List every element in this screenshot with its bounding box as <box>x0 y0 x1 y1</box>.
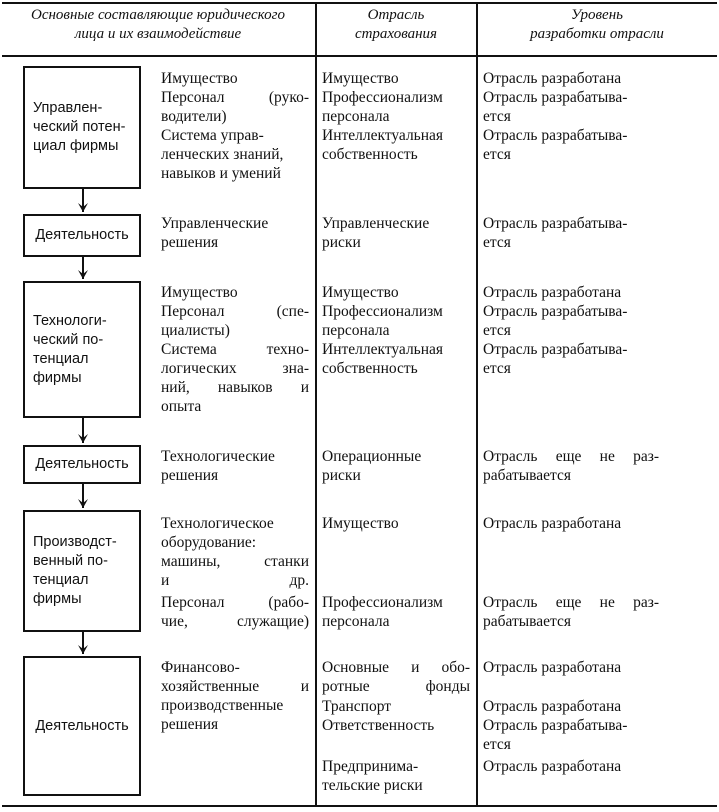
box-text-line: тенциал <box>33 572 89 588</box>
industry-property: Имущество <box>322 284 399 301</box>
box-text-line: ческий потен- <box>33 119 126 135</box>
box-text-line: Деятельность <box>35 717 129 734</box>
level-not-developed: Отрасль еще не раз- рабатывается <box>483 448 659 484</box>
industry-business-risks: Предпринима- тельские риски <box>322 758 423 794</box>
box-text-line: тенциал <box>33 350 89 367</box>
box-technological-potential <box>23 281 141 418</box>
industry-professionalism: Профессионализм персонала <box>322 303 443 339</box>
level-being-developed: Отрасль разрабатыва- ется <box>483 215 628 251</box>
level-developed: Отрасль разработана <box>483 758 622 775</box>
level-being-developed: Отрасль разрабатыва- ется <box>483 717 628 753</box>
component-personnel-specialists: Персонал (спе- циалисты) <box>161 303 309 339</box>
box-production-potential <box>23 510 141 632</box>
header-industry-line-2: страхования <box>354 26 438 42</box>
box-activity-3 <box>23 656 141 796</box>
industry-professionalism: Профессионализм персонала <box>322 594 443 630</box>
industry-property: Имущество <box>322 515 399 532</box>
box-text-line: Производст- <box>33 534 117 550</box>
level-being-developed: Отрасль разрабатыва- ется <box>483 89 628 125</box>
industry-transport: Транспорт <box>322 698 392 715</box>
box-text-line: Деятельность <box>35 227 129 243</box>
industry-professionalism: Профессионализм персонала <box>322 89 443 125</box>
box-text-line: фирмы <box>33 591 82 607</box>
component-management-knowledge: Система управ- ленческих знаний, навыков и умений <box>161 127 284 182</box>
industry-fixed-working-assets: Основные и обо- ротные фонды <box>322 659 470 695</box>
header-level-line-2: разработки отрасли <box>530 26 664 42</box>
level-developed: Отрасль разработана <box>483 284 622 301</box>
box-activity-2 <box>23 445 141 484</box>
level-developed: Отрасль разработана <box>483 659 622 676</box>
component-technological-knowledge: Система техно- логических зна- ний, навыков и опыта <box>161 341 309 415</box>
level-developed: Отрасль разработана <box>483 70 622 87</box>
box-activity-1 <box>23 214 141 257</box>
component-property: Имущество <box>161 70 238 87</box>
industry-property: Имущество <box>322 70 399 87</box>
industry-management-risks: Управленческие риски <box>322 215 430 251</box>
box-text-line: Деятельность <box>35 456 129 472</box>
industry-intellectual-property: Интеллектуальная собственность <box>322 341 444 377</box>
header-components-line-2: лица и их взаимодействие <box>74 26 242 42</box>
component-management-decisions: Управленческие решения <box>161 215 269 251</box>
component-property: Имущество <box>161 284 238 301</box>
header-components-line-1: Основные составляющие юридического <box>31 7 285 23</box>
box-text-line: венный по- <box>33 553 108 569</box>
box-text-line: циал фирмы <box>33 138 119 154</box>
level-being-developed: Отрасль разрабатыва- ется <box>483 303 628 339</box>
header-level-line-1: Уровень <box>571 7 623 23</box>
box-text-line: Технологи- <box>33 312 107 329</box>
box-management-potential <box>23 66 141 189</box>
industry-intellectual-property: Интеллектуальная собственность <box>322 127 444 163</box>
component-financial-decisions: Финансово- хозяйственные и производственные решения <box>161 659 309 733</box>
header-industry-line-1: Отрасль <box>367 7 425 23</box>
box-text-line: фирмы <box>33 369 82 386</box>
level-not-developed: Отрасль еще не раз- рабатывается <box>483 594 659 630</box>
component-personnel-managers: Персонал (руко- водители) <box>161 89 309 125</box>
industry-liability: Ответственность <box>322 717 435 734</box>
level-being-developed: Отрасль разрабатыва- ется <box>483 341 628 377</box>
industry-operational-risks: Операционные риски <box>322 448 422 484</box>
level-being-developed: Отрасль разрабатыва- ется <box>483 127 628 163</box>
component-technological-decisions: Технологические решения <box>161 448 275 484</box>
component-technological-equipment: Технологическое оборудование: машины, станки и др. <box>161 515 309 589</box>
level-developed: Отрасль разработана <box>483 515 622 532</box>
component-personnel-workers: Персонал (рабо- чие, служащие) <box>161 594 309 630</box>
level-developed: Отрасль разработана <box>483 698 622 715</box>
box-text-line: Управлен- <box>33 100 103 116</box>
box-text-line: ческий по- <box>33 331 104 348</box>
